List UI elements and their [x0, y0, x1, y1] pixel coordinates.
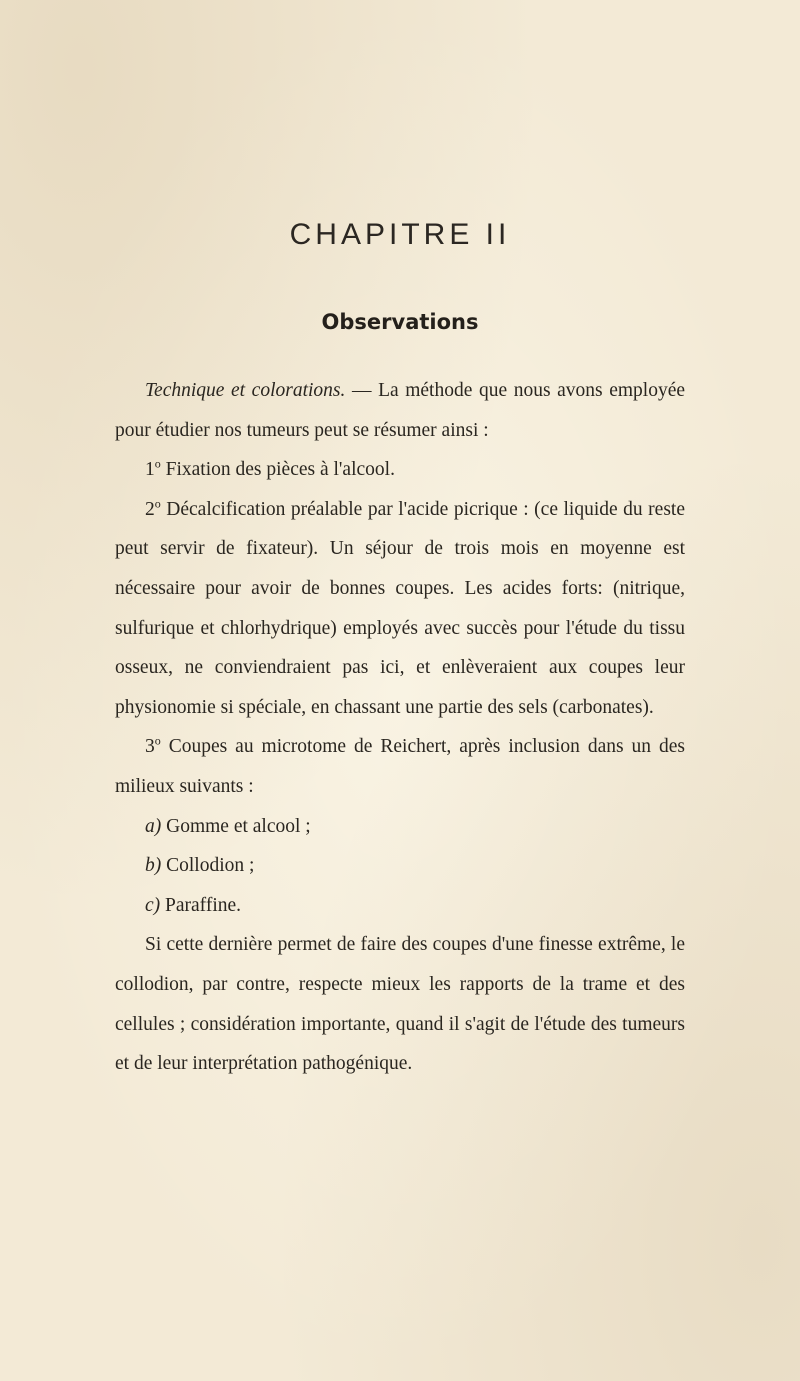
step-paragraph-2	[115, 490, 685, 728]
medium-text: Gomme et alcool ;	[161, 815, 311, 837]
medium-text: Paraffine.	[160, 894, 242, 916]
step-ordinal-mark: o	[154, 733, 161, 748]
medium-letter: a)	[145, 815, 162, 837]
medium-letter: b)	[145, 855, 162, 877]
conclusion-paragraph: Si cette dernière permet de faire des coupes d'une finesse extrême, le collodion, par contre, respecte mieux les rapports de la trame et des cellules ; considération importante, quand il s'agit de l'étude des tumeurs et de leur interprétation pathogénique.	[115, 934, 685, 1075]
intro-paragraph	[115, 371, 685, 450]
medium-item-a	[115, 807, 685, 847]
step-number: 2	[145, 498, 155, 520]
intro-text: — La méthode que nous avons employée pour étudier nos tumeurs peut se résumer ainsi :	[115, 380, 686, 441]
step-number: 3	[145, 736, 155, 758]
medium-letter: c)	[145, 894, 161, 916]
step-ordinal-mark: o	[154, 496, 161, 511]
step-paragraph-3	[115, 727, 685, 806]
step-text: Coupes au microtome de Reichert, après inclusion dans un des milieux suivants :	[115, 736, 685, 797]
step-text: Décalcification préalable par l'acide picrique : (ce liquide du reste peut servir de fixateur). Un séjour de trois mois en moyenne est nécessaire pour avoir de bonnes coupes. Les acides forts: (nitrique, sulfurique et chlorhydrique) employés avec succès pour l'étude du tissu osseux, ne conviendraient pas ici, et enlèveraient aux coupes leur physionomie si spéciale, en chassant une partie des sels (carbonates).	[115, 498, 685, 718]
step-text: Fixation des pièces à l'alcool.	[160, 459, 395, 481]
chapter-heading: CHAPITRE II	[289, 218, 511, 251]
step-number: 1	[145, 459, 155, 481]
medium-text: Collodion ;	[161, 855, 255, 877]
intro-lead: Technique et colorations.	[145, 380, 346, 401]
medium-item-b	[115, 846, 685, 886]
step-paragraph-1	[115, 450, 685, 490]
medium-item-c	[115, 886, 685, 926]
body-text	[115, 371, 685, 1084]
section-title: Observations	[321, 310, 479, 334]
step-ordinal-mark: o	[154, 456, 161, 471]
